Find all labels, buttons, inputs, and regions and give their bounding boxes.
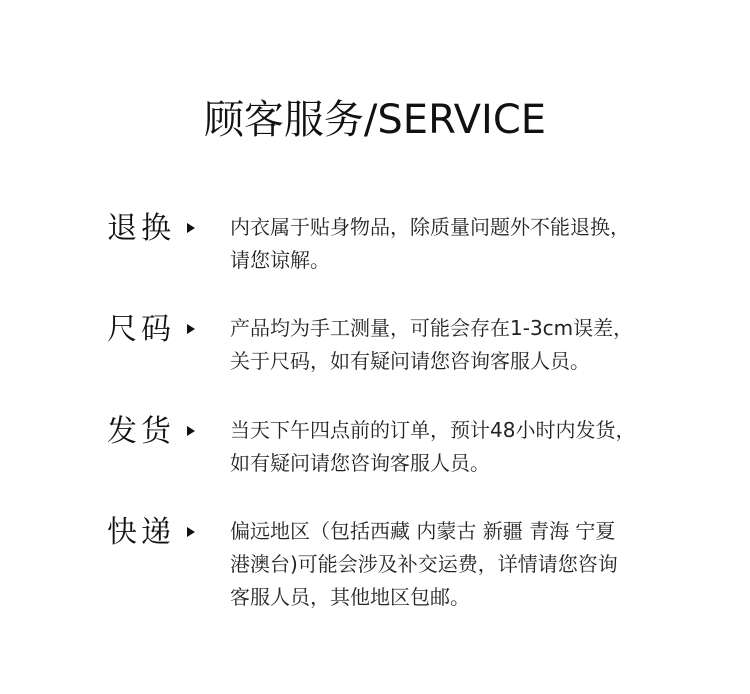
description-line: 如有疑问请您咨询客服人员。 <box>230 451 490 475</box>
description-line: 客服人员，其他地区包邮。 <box>230 585 470 609</box>
description-line: 内衣属于贴身物品，除质量问题外不能退换， <box>230 215 630 239</box>
triangle-right-icon <box>187 324 195 334</box>
triangle-right-icon <box>187 527 195 537</box>
section-description-shipping <box>230 414 660 480</box>
triangle-right-icon <box>187 426 195 436</box>
description-line: 请您谅解。 <box>230 248 330 272</box>
section-description-size <box>230 312 660 378</box>
description-line: 关于尺码，如有疑问请您咨询客服人员。 <box>230 349 590 373</box>
description-line: 产品均为手工测量，可能会存在1-3cm误差， <box>230 316 634 340</box>
section-description-delivery <box>230 515 660 614</box>
description-line: 港澳台)可能会涉及补交运费，详情请您咨询 <box>230 552 618 576</box>
triangle-right-icon <box>187 223 195 233</box>
description-line: 偏远地区（包括西藏 内蒙古 新疆 青海 宁夏 <box>230 519 616 543</box>
page-title: 顾客服务/SERVICE <box>203 97 547 143</box>
section-description-returns <box>230 211 660 277</box>
section-label-shipping: 发货 <box>107 414 175 449</box>
section-label-size: 尺码 <box>107 312 175 347</box>
section-label-delivery: 快递 <box>107 515 175 550</box>
section-label-returns: 退换 <box>107 211 175 246</box>
description-line: 当天下午四点前的订单，预计48小时内发货， <box>230 418 636 442</box>
